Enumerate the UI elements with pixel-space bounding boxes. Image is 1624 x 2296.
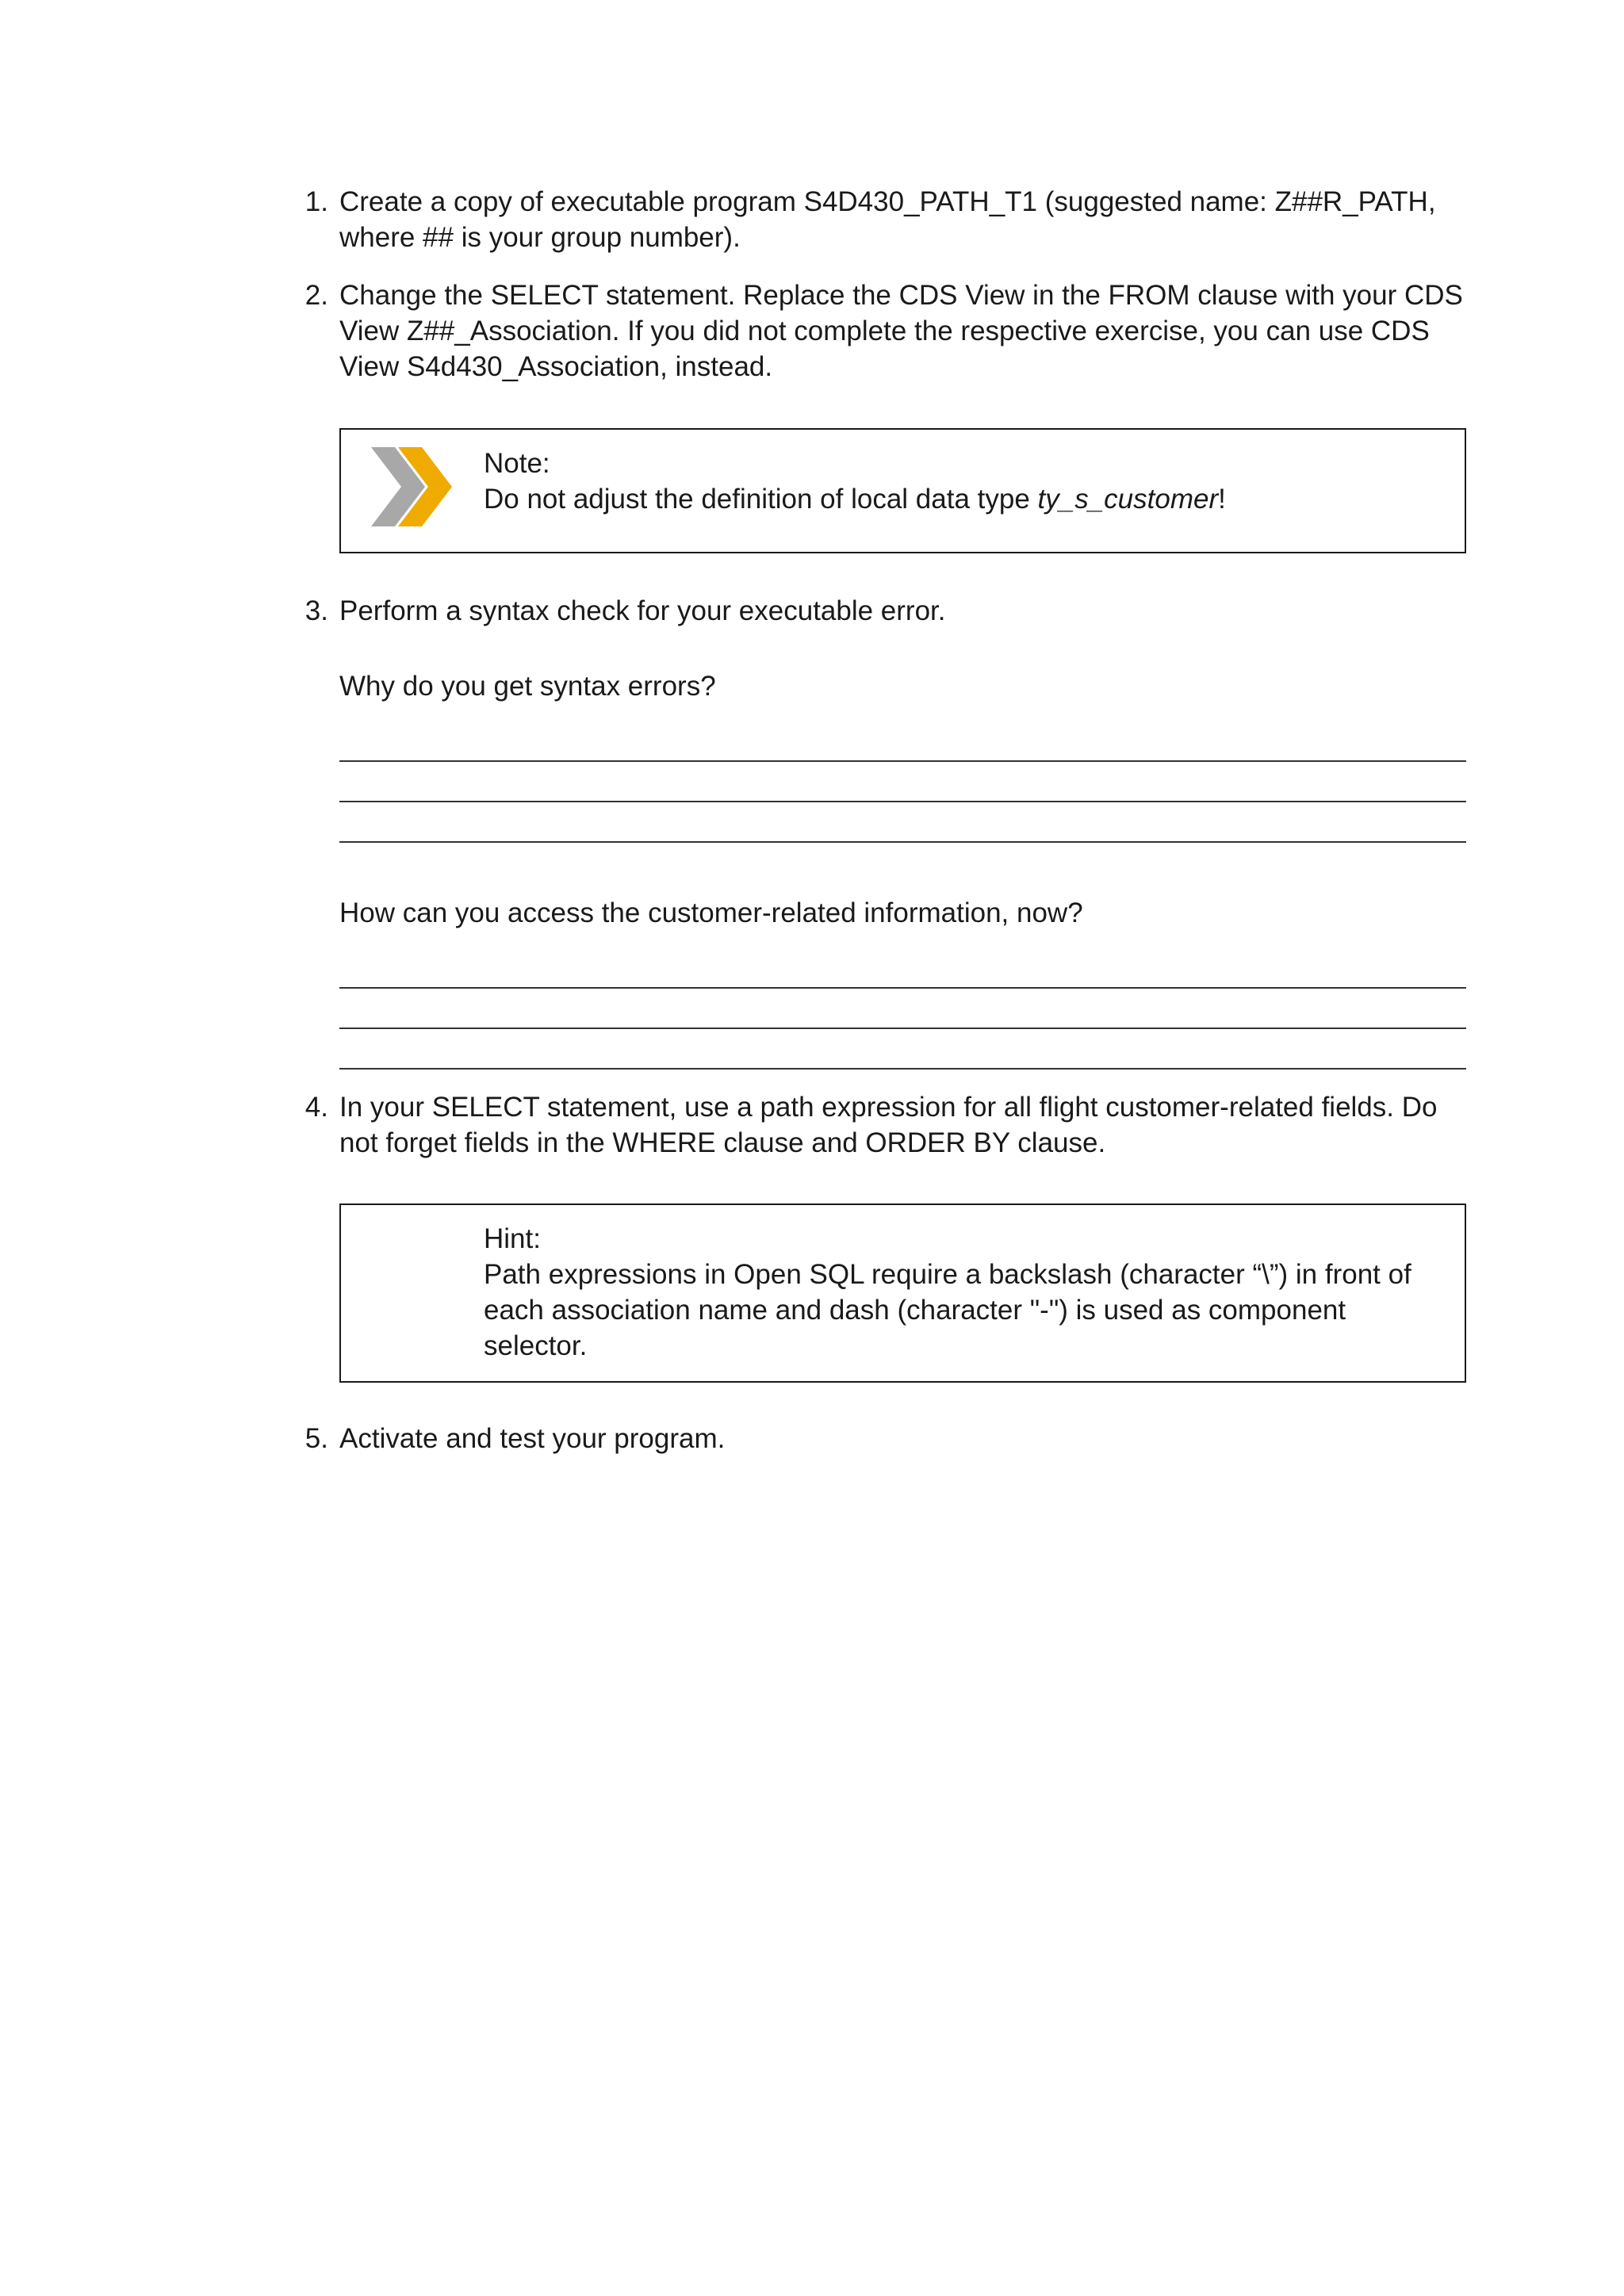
hint-title: Hint: xyxy=(484,1223,541,1254)
hint-line: selector. xyxy=(484,1330,588,1361)
step-number: 5. xyxy=(304,1423,328,1454)
step-line: Change the SELECT statement. Replace the CDS View in the FROM clause with your CDS xyxy=(339,280,1463,311)
step-text xyxy=(339,1089,1465,1161)
step-5 xyxy=(293,1421,1467,1456)
hint-line: Path expressions in Open SQL require a backslash (character “\”) in front of xyxy=(484,1259,1411,1290)
step-line: not forget fields in the WHERE clause and ORDER BY clause. xyxy=(339,1127,1106,1158)
note-text: Do not adjust the definition of local data type ty_s_customer! xyxy=(484,484,1226,515)
step-line: In your SELECT statement, use a path expression for all flight customer-related fields. Do xyxy=(339,1092,1438,1123)
step-text xyxy=(339,593,1465,629)
answer-line[interactable] xyxy=(339,1068,1466,1070)
step-4 xyxy=(293,1089,1467,1161)
step-2 xyxy=(293,277,1467,385)
step-line: Perform a syntax check for your executable error. xyxy=(339,595,946,626)
step-text xyxy=(339,184,1465,255)
answer-line[interactable] xyxy=(339,1027,1466,1029)
question-syntax-errors: Why do you get syntax errors? xyxy=(339,671,716,702)
note-content xyxy=(484,446,1451,517)
step-number: 1. xyxy=(304,186,328,217)
step-line: Create a copy of executable program S4D430_PATH_T1 (suggested name: Z##R_PATH, xyxy=(339,186,1436,217)
answer-line[interactable] xyxy=(339,841,1466,843)
step-line: where ## is your group number). xyxy=(339,222,741,253)
hint-content xyxy=(484,1221,1451,1364)
step-text xyxy=(339,277,1465,385)
step-3 xyxy=(293,593,1467,629)
hint-box xyxy=(339,1203,1466,1383)
note-title: Note: xyxy=(484,448,550,479)
chevron-note-icon xyxy=(371,447,458,526)
question-customer-access: How can you access the customer-related information, now? xyxy=(339,897,1083,928)
answer-line[interactable] xyxy=(339,801,1466,802)
step-number: 4. xyxy=(304,1092,328,1123)
step-number: 3. xyxy=(304,595,328,626)
step-line: View Z##_Association. If you did not complete the respective exercise, you can use CDS xyxy=(339,316,1430,346)
answer-line[interactable] xyxy=(339,760,1466,762)
step-line: View S4d430_Association, instead. xyxy=(339,351,773,382)
note-box xyxy=(339,428,1466,553)
answer-line[interactable] xyxy=(339,987,1466,989)
step-text xyxy=(339,1421,1465,1456)
hint-line: each association name and dash (character "-") is used as component xyxy=(484,1295,1346,1326)
note-type-name: ty_s_customer xyxy=(1037,484,1219,515)
step-1 xyxy=(293,184,1467,255)
step-number: 2. xyxy=(304,280,328,311)
step-line: Activate and test your program. xyxy=(339,1423,726,1454)
